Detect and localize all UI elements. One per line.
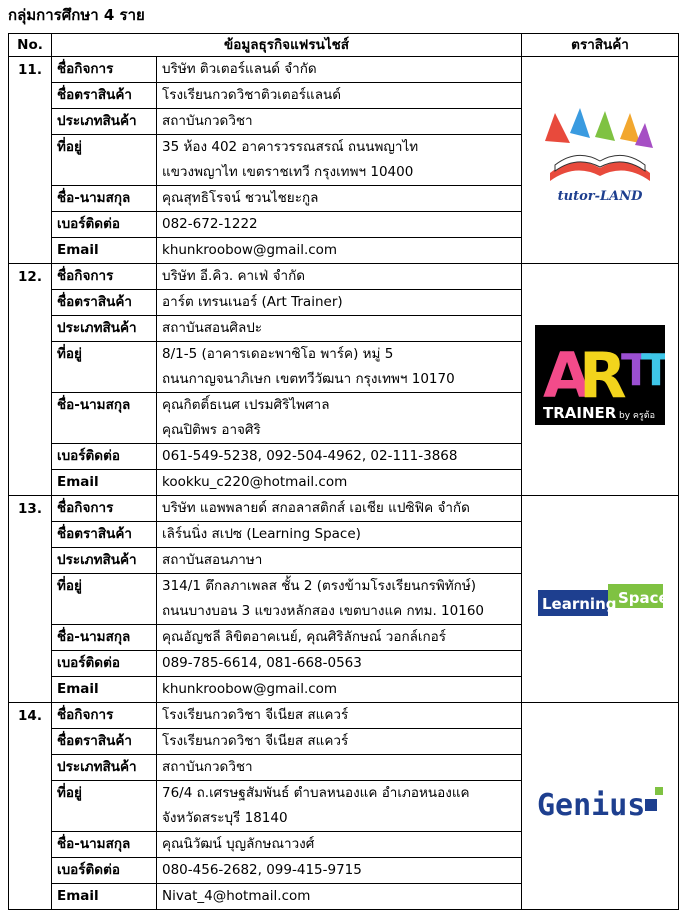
field-value-type: สถาบันสอนศิลปะ: [157, 316, 522, 342]
field-label-brand: ชื่อตราสินค้า: [52, 729, 157, 755]
field-label-contact: ชื่อ-นามสกุล: [52, 393, 157, 444]
field-label-company: ชื่อกิจการ: [52, 703, 157, 729]
field-label-address: ที่อยู่: [52, 342, 157, 393]
field-value-company: บริษัท แอพพลายด์ สกอลาสติกส์ เอเชีย แปซิฟิค จำกัด: [157, 496, 522, 522]
genius-logo-text: Genius: [537, 787, 646, 823]
field-label-address: ที่อยู่: [52, 574, 157, 625]
field-label-email: Email: [52, 677, 157, 703]
field-label-address: ที่อยู่: [52, 135, 157, 186]
field-value-company: บริษัท อี.คิว. คาเฟ่ จำกัด: [157, 264, 522, 290]
table-row: [9, 496, 679, 522]
table-row: [9, 264, 679, 290]
field-value-contact: [157, 393, 522, 444]
record-number: 13.: [9, 496, 52, 703]
field-label-brand: ชื่อตราสินค้า: [52, 290, 157, 316]
field-label-email: Email: [52, 238, 157, 264]
field-label-company: ชื่อกิจการ: [52, 264, 157, 290]
table-row: [9, 703, 679, 729]
field-value-company: โรงเรียนกวดวิชา จีเนียส สแควร์: [157, 703, 522, 729]
field-value-email[interactable]: khunkroobow@gmail.com: [157, 238, 522, 264]
field-label-phone: เบอร์ติดต่อ: [52, 444, 157, 470]
field-label-type: ประเภทสินค้า: [52, 548, 157, 574]
field-value-email[interactable]: khunkroobow@gmail.com: [157, 677, 522, 703]
field-label-phone: เบอร์ติดต่อ: [52, 212, 157, 238]
field-value-line: 314/1 ตึกลภาเพลส ชั้น 2 (ตรงข้ามโรงเรียนกรพิทักษ์): [162, 578, 477, 594]
field-label-contact: ชื่อ-นามสกุล: [52, 832, 157, 858]
franchise-table: [8, 33, 679, 910]
field-value-line: ถนนกาญจนาภิเษก เขตทวีวัฒนา กรุงเทพฯ 10170: [162, 371, 455, 387]
field-label-brand: ชื่อตราสินค้า: [52, 522, 157, 548]
header-brand: ตราสินค้า: [522, 34, 679, 57]
field-value-type: สถาบันกวดวิชา: [157, 109, 522, 135]
field-value-phone: 061-549-5238, 092-504-4962, 02-111-3868: [157, 444, 522, 470]
field-value-line: คุณกิตติ์ธเนศ เปรมศิริไพศาล: [162, 397, 330, 413]
art-trainer-logo: [535, 325, 665, 425]
svg-text:T: [641, 345, 665, 396]
field-label-address: ที่อยู่: [52, 781, 157, 832]
art-trainer-logo-text: TRAINER: [543, 404, 617, 422]
svg-text:Space: Spac: [617, 588, 659, 607]
field-label-company: ชื่อกิจการ: [52, 57, 157, 83]
field-label-email: Email: [52, 884, 157, 910]
field-value-phone: 080-456-2682, 099-415-9715: [157, 858, 522, 884]
brand-logo-cell: [522, 496, 679, 703]
learning-space-logo-text: Learning: [541, 594, 617, 613]
learning-space-logo: [538, 570, 663, 620]
field-value-line: 35 ห้อง 402 อาคารวรรณสรณ์ ถนนพญาไท: [162, 139, 419, 155]
tutor-land-logo: [535, 103, 665, 208]
svg-text:A: A: [543, 339, 591, 412]
field-value-type: สถาบันสอนภาษา: [157, 548, 522, 574]
field-label-type: ประเภทสินค้า: [52, 316, 157, 342]
field-value-line: แขวงพญาไท เขตราชเทวี กรุงเทพฯ 10400: [162, 164, 414, 180]
genius-logo: [535, 777, 665, 827]
field-value-email[interactable]: Nivat_4@hotmail.com: [157, 884, 522, 910]
field-label-contact: ชื่อ-นามสกุล: [52, 625, 157, 651]
record-number: 12.: [9, 264, 52, 496]
page-title: กลุ่มการศึกษา 4 ราย: [8, 6, 145, 24]
field-value-brand: เลิร์นนิ่ง สเปซ (Learning Space): [157, 522, 522, 548]
field-value-line: 8/1-5 (อาคารเดอะพาซิโอ พาร์ค) หมู่ 5: [162, 346, 394, 362]
field-label-brand: ชื่อตราสินค้า: [52, 83, 157, 109]
field-value-address: [157, 781, 522, 832]
field-label-company: ชื่อกิจการ: [52, 496, 157, 522]
field-value-brand: โรงเรียนกวดวิชาติวเตอร์แลนด์: [157, 83, 522, 109]
field-value-brand: โรงเรียนกวดวิชา จีเนียส สแควร์: [157, 729, 522, 755]
svg-text:R: R: [579, 339, 627, 412]
field-value-email[interactable]: kookku_c220@hotmail.com: [157, 470, 522, 496]
field-value-address: [157, 135, 522, 186]
field-value-phone: 089-785-6614, 081-668-0563: [157, 651, 522, 677]
field-value-type: สถาบันกวดวิชา: [157, 755, 522, 781]
field-value-line: คุณอัญชลี ลิขิตอาคเนย์, คุณศิริลักษณ์ วอกล์เกอร์: [162, 629, 447, 645]
record-number: 14.: [9, 703, 52, 910]
field-value-line: ถนนบางบอน 3 แขวงหลักสอง เขตบางแค กทม. 10160: [162, 603, 485, 619]
field-value-line: 76/4 ถ.เศรษฐสัมพันธ์ ตำบลหนองแค อำเภอหนองแค: [162, 785, 470, 801]
tutor-land-logo-text: tutor-LAND: [557, 189, 643, 204]
field-value-address: [157, 342, 522, 393]
field-label-phone: เบอร์ติดต่อ: [52, 651, 157, 677]
svg-text:by ครูต้อ: by ครูต้อ: [619, 411, 656, 421]
field-value-phone: 082-672-1222: [157, 212, 522, 238]
header-no: No.: [9, 34, 52, 57]
field-value-line: คุณสุทธิโรจน์ ชวนไชยะกูล: [162, 190, 319, 206]
svg-text:T: T: [621, 345, 652, 396]
field-value-brand: อาร์ต เทรนเนอร์ (Art Trainer): [157, 290, 522, 316]
field-value-contact: [157, 832, 522, 858]
field-value-contact: [157, 625, 522, 651]
field-value-address: [157, 574, 522, 625]
field-label-contact: ชื่อ-นามสกุล: [52, 186, 157, 212]
field-label-email: Email: [52, 470, 157, 496]
field-value-line: คุณนิวัฒน์ บุญลักษณาวงศ์: [162, 836, 315, 852]
header-info: ข้อมูลธุรกิจแฟรนไชส์: [52, 34, 522, 57]
table-header-row: [9, 34, 679, 57]
field-value-line: จังหวัดสระบุรี 18140: [162, 810, 288, 826]
field-value-company: บริษัท ติวเตอร์แลนด์ จำกัด: [157, 57, 522, 83]
field-label-type: ประเภทสินค้า: [52, 755, 157, 781]
brand-logo-cell: [522, 57, 679, 264]
field-label-phone: เบอร์ติดต่อ: [52, 858, 157, 884]
brand-logo-cell: [522, 264, 679, 496]
field-value-line: คุณปิติพร อาจศิริ: [162, 422, 261, 438]
field-value-contact: [157, 186, 522, 212]
record-number: 11.: [9, 57, 52, 264]
brand-logo-cell: [522, 703, 679, 910]
field-label-type: ประเภทสินค้า: [52, 109, 157, 135]
table-row: [9, 57, 679, 83]
